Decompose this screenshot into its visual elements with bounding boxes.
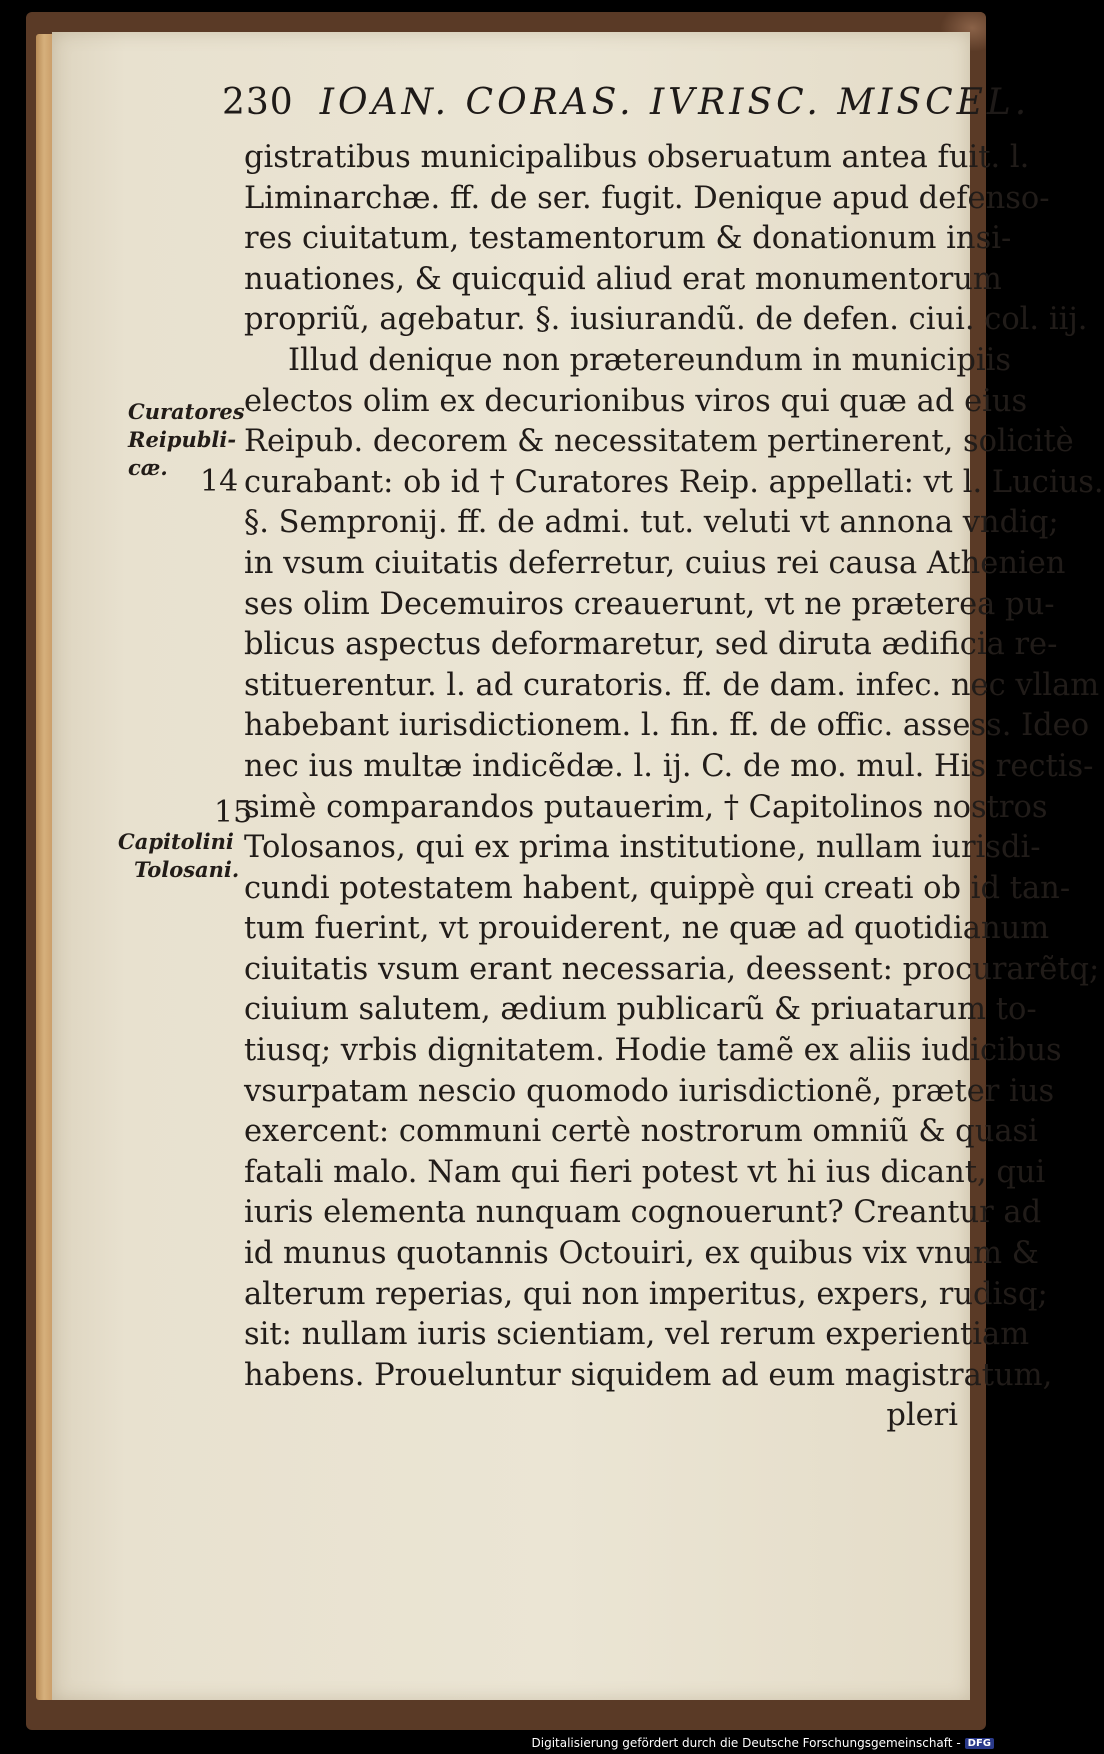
text-line: habens. Proueluntur siquidem ad eum magistratum, [244,1357,1053,1393]
running-title: IOAN. CORAS. IVRISC. MISCEL. [319,82,1031,123]
running-head [222,82,1030,123]
catchword: pleri [886,1398,958,1434]
text-line: exercent: communi certè nostrorum omniũ & quasi [244,1114,1038,1150]
text-line: ciuitatis vsum erant necessaria, deessent: procurarẽtq; [244,951,1100,987]
text-line: stituerentur. l. ad curatoris. ff. de dam. infec. nec vllam [244,667,1100,703]
text-line: vsurpatam nescio quomodo iurisdictionẽ, præter ius [244,1073,1055,1109]
text-line: electos olim ex decurionibus viros qui quæ ad eius [244,383,1028,419]
text-line: blicus aspectus deformaretur, sed diruta ædificia re- [244,627,1058,663]
text-line: propriũ, agebatur. §. iusiurandũ. de defen. ciui. col. iij. [244,302,1088,338]
text-line: id munus quotannis Octouiri, ex quibus vix vnum & [244,1236,1039,1272]
text-line: Liminarchæ. ff. de ser. fugit. Denique apud defenso- [244,180,1050,216]
margin-note-line: Reipubli- [128,427,237,452]
page-number: 230 [222,82,294,123]
credit-text: Digitalisierung gefördert durch die Deutsche Forschungsgemeinschaft - [531,1736,961,1750]
text-line: res ciuitatum, testamentorum & donationum insi- [244,221,1012,257]
text-line: Reipub. decorem & necessitatem pertinerent, solicitè [244,424,1074,460]
text-line: ciuium salutem, ædium publicarũ & priuatarum to- [244,992,1037,1028]
main-text-block [244,138,1104,1437]
text-line: simè comparandos putauerim, † Capitolinos nostros [244,789,1048,825]
margin-line-number: 15 [214,795,253,830]
margin-note-line: Tolosani. [134,857,240,882]
margin-line-number: 14 [200,464,239,499]
margin-note-capitolini [118,828,239,884]
text-line: fatali malo. Nam qui fieri potest vt hi ius dicant, qui [244,1154,1046,1190]
text-line: Illud denique non prætereundum in municipiis [288,342,1012,378]
text-line: sit: nullam iuris scientiam, vel rerum experientiam [244,1317,1030,1353]
text-line: habebant iurisdictionem. l. fin. ff. de offic. assess. Ideo [244,708,1090,744]
text-line: cundi potestatem habent, quippè qui creati ob id tan- [244,870,1071,906]
text-line: curabant: ob id † Curatores Reip. appellati: vt l. Lucius. [244,464,1104,500]
text-line: iuris elementa nunquam cognouerunt? Creantur ad [244,1195,1042,1231]
text-line: Tolosanos, qui ex prima institutione, nullam iurisdi- [244,830,1041,866]
text-line: alterum reperias, qui non imperitus, expers, rudisq; [244,1276,1048,1312]
text-line: nec ius multæ indicẽdæ. l. ij. C. de mo. mul. His rectis- [244,748,1094,784]
text-line: in vsum ciuitatis deferretur, cuius rei causa Athenien [244,545,1066,581]
text-line: gistratibus municipalibus obseruatum antea fuit. l. [244,140,1030,175]
digitization-credit [532,1736,995,1750]
margin-note-line: cæ. [128,455,168,480]
dfg-logo: DFG [965,1738,994,1749]
text-line: tiusq; vrbis dignitatem. Hodie tamẽ ex aliis iudicibus [244,1033,1062,1069]
margin-note-line: Curatores [128,399,245,424]
text-line: nuationes, & quicquid aliud erat monumentorum [244,261,1002,297]
text-line: ses olim Decemuiros creauerunt, vt ne præterea pu- [244,586,1055,622]
margin-note-line: Capitolini [118,829,234,854]
text-line: §. Sempronij. ff. de admi. tut. veluti vt annona vndiq; [244,505,1059,541]
text-line: tum fuerint, vt prouiderent, ne quæ ad quotidianum [244,911,1050,947]
